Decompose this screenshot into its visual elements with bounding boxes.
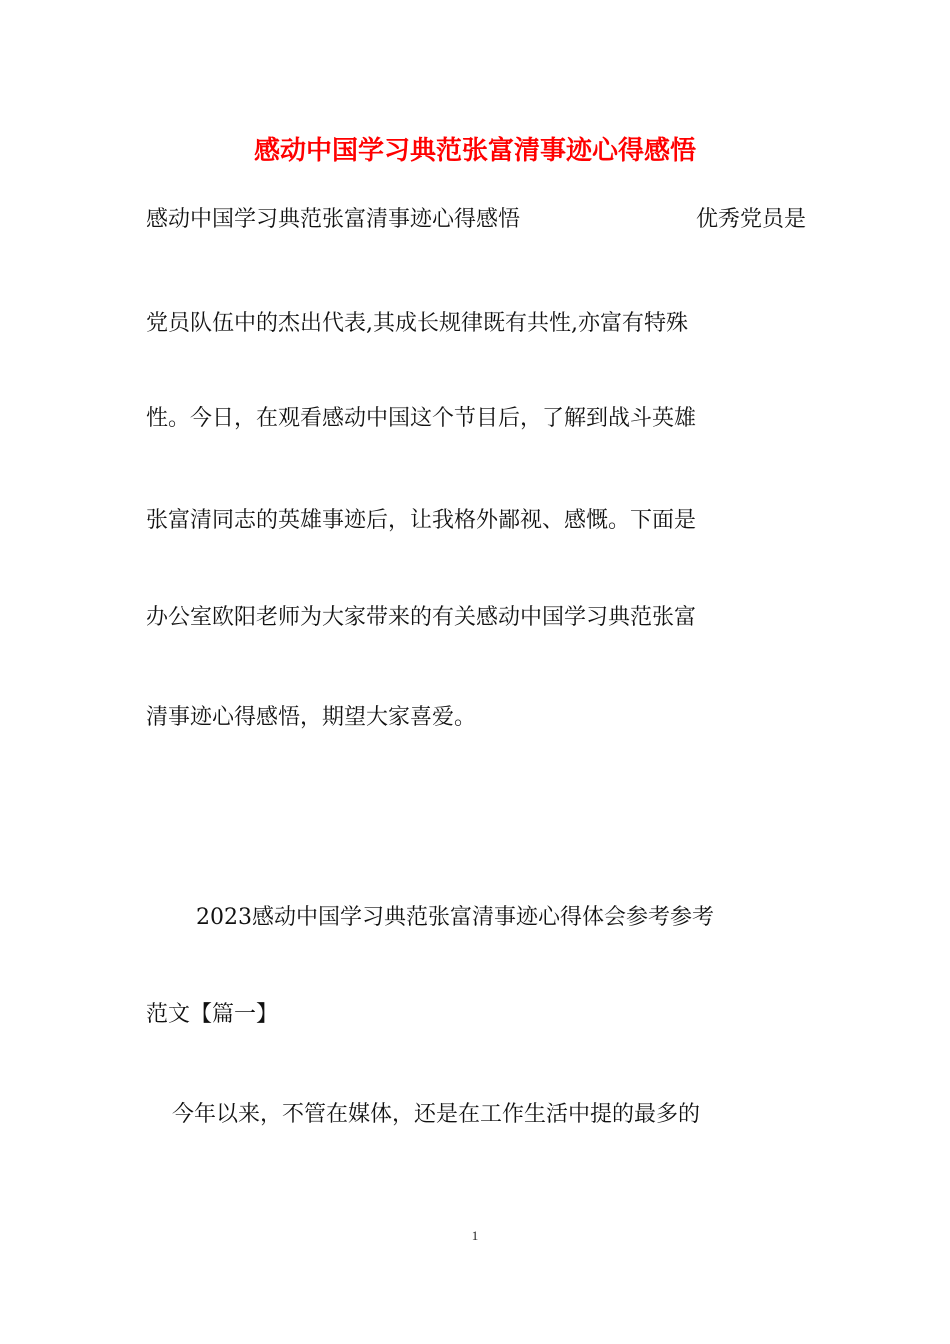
intro-line-2: 党员队伍中的杰出代表,其成长规律既有共性,亦富有特殊 <box>146 311 688 336</box>
document-title: 感动中国学习典范张富清事迹心得感悟 <box>253 136 696 166</box>
section-heading-line-1: 2023感动中国学习典范张富清事迹心得体会参考参考 <box>196 905 714 930</box>
intro-line-1 <box>146 205 806 235</box>
section-heading-line-2: 范文【篇一】 <box>146 1002 279 1027</box>
intro-line-5: 办公室欧阳老师为大家带来的有关感动中国学习典范张富 <box>146 605 697 630</box>
intro-line-3: 性。今日，在观看感动中国这个节目后，了解到战斗英雄 <box>146 406 697 431</box>
page-number: 1 <box>471 1228 479 1243</box>
intro-line-1-left: 感动中国学习典范张富清事迹心得感悟 <box>146 207 521 232</box>
intro-line-6: 清事迹心得感悟，期望大家喜爱。 <box>146 705 477 730</box>
paragraph-line-1: 今年以来，不管在媒体，还是在工作生活中提的最多的 <box>172 1102 701 1127</box>
intro-line-4: 张富清同志的英雄事迹后，让我格外鄙视、感慨。下面是 <box>146 508 697 533</box>
intro-line-1-right: 优秀党员是 <box>695 207 806 232</box>
